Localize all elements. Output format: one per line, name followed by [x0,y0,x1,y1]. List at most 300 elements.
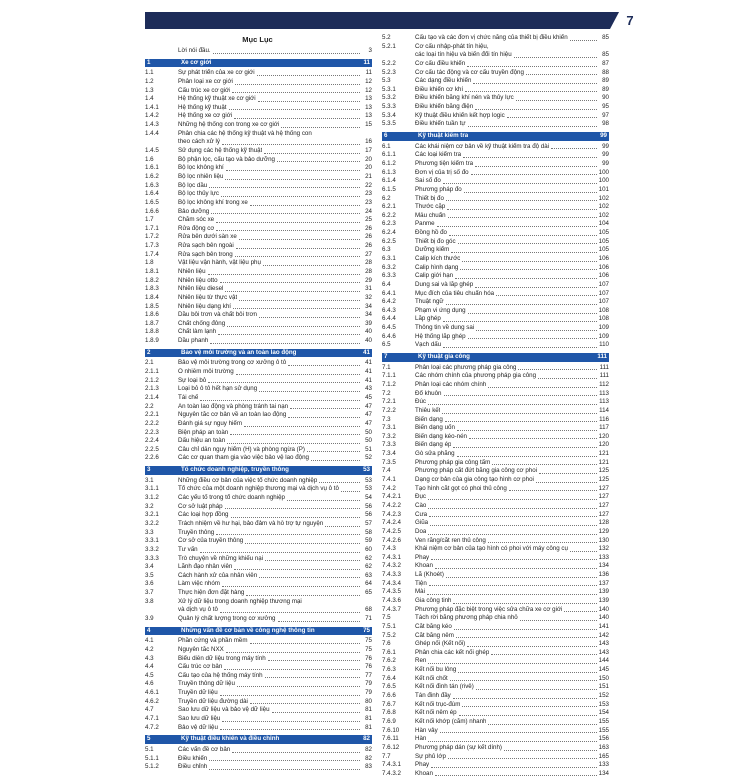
toc-entry [382,290,609,299]
toc-entry-title: Những vấn đề cơ bản về công nghệ thông tin [181,626,315,634]
toc-entry-page: 23 [365,190,372,198]
toc-entry [145,672,372,681]
toc-leader-dots [225,508,360,509]
toc-entry-number: 2.2.4 [145,437,159,445]
toc-leader-dots [226,170,360,171]
toc-entry-number: 7.6.11 [382,735,399,743]
toc-entry-number: 2.2.6 [145,454,159,462]
toc-entry-page: 11 [365,69,372,77]
toc-entry [145,403,372,412]
toc-entry-number: 7.4.2.6 [382,536,401,544]
toc-entry-title: Phân loại xe cơ giới [178,77,233,85]
toc-entry-page: 3 [368,46,372,54]
toc-entry [145,130,372,139]
toc-entry [382,112,609,121]
toc-entry-number: 1.8 [145,259,154,267]
toc-entry-title: Sai số đo [415,177,441,185]
toc-leader-dots [453,603,596,604]
toc-entry [382,657,609,666]
toc-entry-page: 145 [598,666,609,674]
toc-entry-number: 7.4.3.6 [382,596,401,604]
toc-entry [145,563,372,572]
toc-entry [382,485,609,494]
toc-entry-number: 2.1 [145,359,154,367]
toc-leader-dots [430,525,597,526]
toc-entry-page: 153 [598,700,609,708]
toc-entry-page: 100 [598,177,609,185]
toc-leader-dots [453,698,597,699]
toc-entry-page: 85 [602,51,609,59]
toc-entry-page: 75 [363,626,370,634]
toc-entry-number: 7.3.4 [382,450,396,458]
toc-entry-number: 2.1.4 [145,393,159,401]
toc-entry-number: 2.2.2 [145,419,159,427]
toc-entry-number: 1.4 [145,95,154,103]
toc-leader-dots [446,577,597,578]
toc-entry-title: các loại tín hiệu và biến đổi tín hiệu [415,51,512,59]
toc-entry-page: 20 [365,164,372,172]
toc-entry-title: Câu chỉ dẫn nguy hiểm (H) và phòng ngừa (P) [178,445,305,453]
toc-entry-number: 7.6 [382,640,391,648]
toc-entry [382,511,609,520]
toc-leader-dots [231,517,361,518]
toc-entry-title: Quản lý chất lượng trong cơ xưởng [178,614,276,622]
toc-entry-title: Sao lưu dữ liệu và bảo vệ dữ liệu [178,706,270,714]
toc-leader-dots [277,161,360,162]
toc-entry-title: Thiết bị đo [415,194,444,202]
toc-entry-number: 1.6.3 [145,181,159,189]
toc-entry-number: 1.7 [145,216,154,224]
toc-entry [145,477,372,486]
toc-entry [145,121,372,130]
toc-entry-title: Rửa động cơ [178,224,215,232]
toc-entry-page: 12 [365,77,372,85]
toc-entry-page: 120 [598,441,609,449]
toc-entry-page: 59 [365,537,372,545]
toc-entry [382,649,609,658]
toc-leader-dots [227,443,360,444]
toc-leader-dots [258,101,360,102]
toc-entry-page: 111 [597,353,607,361]
toc-entry-title: Dạng cơ bản của gia công tạo hình cơ phoi [415,476,534,484]
toc-entry-number: 4.7.1 [145,715,159,723]
toc-leader-dots [570,551,597,552]
toc-entry-title: Hệ thống kỹ thuật [178,103,227,111]
toc-entry-title: Truyền dữ liệu [178,689,218,697]
toc-entry-title: Truyền thông dữ liệu [178,680,235,688]
toc-entry-page: 150 [598,674,609,682]
toc-entry-title: Bộ lọc không khí trong xe [178,198,248,206]
toc-entry-title: Tổ chức của một doanh nghiệp thương mại và dịch vụ ô tô [178,485,339,493]
toc-entry [382,571,609,580]
toc-entry-number: 1.4.5 [145,147,159,155]
toc-entry-number: 3.8 [145,597,154,605]
toc-entry-number: 6.5 [382,341,391,349]
toc-entry [145,164,372,173]
toc-leader-dots [216,230,360,231]
toc-entry-page: 81 [365,715,372,723]
toc-entry-title: Hệ thống kỹ thuật xe cơ giới [178,95,256,103]
toc-leader-dots [476,689,597,690]
toc-entry-number: 6.4.1 [382,289,396,297]
toc-leader-dots [518,369,597,370]
toc-leader-dots [475,166,597,167]
toc-entry-page: 65 [365,589,372,597]
toc-entry-title: Bảo vệ môi trường và an toàn lao động [181,348,297,356]
toc-entry-page: 47 [365,402,372,410]
toc-entry-page: 41 [365,359,372,367]
toc-entry-page: 13 [365,103,372,111]
toc-entry-number: 6.1.2 [382,159,396,167]
toc-entry-page: 152 [598,692,609,700]
toc-entry-title: Các yếu tố trong tổ chức doanh nghiệp [178,494,285,502]
toc-leader-dots [456,637,597,638]
toc-entry-number: 7.6.4 [382,674,396,682]
toc-entry-title: Truyền thông [178,528,215,536]
toc-entry [382,580,609,589]
toc-entry-number: 3.5 [145,571,154,579]
toc-entry-number: 5.2 [382,33,391,41]
toc-entry-title: Phân chia các kết nối ghép [415,648,490,656]
toc-entry-title: Biến dạng [415,415,443,423]
toc-entry-title: Những điều cơ bản của việc tổ chức doanh nghiệp [178,476,318,484]
toc-entry [382,528,609,537]
toc-entry-number: 7.2.2 [382,406,396,414]
toc-entry-title: Phương pháp gia công tấm [415,458,491,466]
toc-entry-number: 6.4.2 [382,298,396,306]
toc-section-header [145,627,372,636]
toc-entry-number: 7.4.2.3 [382,510,401,518]
toc-leader-dots [221,196,360,197]
page-number: 7 [626,13,634,28]
toc-leader-dots [222,586,360,587]
toc-entry-number: 7.7 [382,752,391,760]
toc-entry-title: Rửa sạch bên ngoài [178,242,234,250]
toc-entry-title: Chất làm lạnh [178,328,217,336]
toc-entry-title: Hệ thống lắp ghép [415,332,466,340]
toc-entry [382,416,609,425]
toc-leader-dots [462,706,596,707]
toc-entry-page: 130 [598,536,609,544]
toc-entry-title: Cắt bằng nêm [415,631,454,639]
toc-leader-dots [278,621,360,622]
toc-leader-dots [287,500,360,501]
toc-entry-page: 154 [598,709,609,717]
toc-entry-number: 7.4.3.3 [382,571,401,579]
toc-entry-title: Kết nối khớp (cắm) nhanh [415,717,487,725]
toc-entry-page: 116 [599,415,609,423]
toc-entry-page: 64 [365,580,372,588]
toc-entry-title: Thước cặp [415,203,446,211]
toc-entry-number: 5.1.1 [145,754,159,762]
toc-leader-dots [222,721,360,722]
toc-entry [145,377,372,386]
toc-entry [382,316,609,325]
toc-entry-number: 7.4.3.7 [382,605,401,613]
toc-entry-number: 5.1 [145,745,154,753]
toc-entry-number: 7.4.3.4 [382,579,401,587]
toc-entry [145,715,372,724]
toc-entry-number: 7.4.3.1 [382,553,401,561]
toc-entry-number: 1.8.3 [145,285,159,293]
toc-entry [145,303,372,312]
toc-entry-page: 13 [365,95,372,103]
toc-leader-dots [468,338,597,339]
toc-entry-title: Thực hiện đơn đặt hàng [178,589,245,597]
toc-entry [382,43,609,52]
toc-entry-number: 4.2 [145,645,154,653]
toc-leader-dots [341,491,360,492]
toc-leader-dots [307,451,360,452]
toc-entry [145,555,372,564]
toc-leader-dots [225,179,360,180]
toc-entry-page: 128 [598,519,609,527]
toc-section-header [145,59,372,68]
toc-entry-number: 6.4.3 [382,306,396,314]
toc-leader-dots [440,732,597,733]
toc-entry-page: 156 [598,735,609,743]
toc-entry-number: 6.2.4 [382,229,396,237]
toc-leader-dots [210,343,360,344]
toc-entry [145,147,372,156]
toc-entry-title: Giũa [415,519,429,527]
toc-entry-page: 136 [598,571,609,579]
toc-leader-dots [564,611,596,612]
toc-entry-number: 1.6 [145,155,154,163]
toc-entry-number: 3.9 [145,614,154,622]
toc-entry [145,689,372,698]
toc-entry-title: Bảo vệ môi trường trong cơ xưởng ô tô [178,359,287,367]
toc-entry-number: 5.3.2 [382,94,396,102]
toc-entry [382,143,609,152]
toc-entry-page: 140 [598,614,609,622]
toc-entry-number: 7.2 [382,389,391,397]
toc-entry-page: 100 [598,168,609,176]
toc-entry-number: 3 [147,466,151,474]
toc-entry-page: 11 [363,58,370,66]
toc-entry-page: 133 [598,553,609,561]
toc-entry-number: 7.6.10 [382,726,400,734]
toc-entry-title: Thiêu kết [415,406,441,414]
toc-leader-dots [428,741,596,742]
toc-entry [382,264,609,273]
toc-entry-title: Sự phát triển của xe cơ giới [178,69,255,77]
toc-entry-title: Kết nối trục-đùm [415,700,461,708]
toc-entry-title: Dầu bôi trơn và chất bôi trơn [178,311,257,319]
toc-entry-number: 7.3.1 [382,424,396,432]
toc-entry-page: 151 [598,683,609,691]
toc-leader-dots [475,287,597,288]
toc-leader-dots [520,620,597,621]
toc-entry [145,494,372,503]
toc-entry-title: Dưỡng kiểm [415,246,450,254]
toc-entry-page: 81 [365,723,372,731]
toc-entry [145,112,372,121]
toc-entry-title: Thuật ngữ [415,298,444,306]
toc-leader-dots [239,239,360,240]
toc-entry [145,208,372,217]
toc-leader-dots [473,83,597,84]
toc-entry-title: Biểu diễn dữ liệu trong máy tính [178,654,266,662]
toc-entry-title: Calip kích thước [415,255,461,262]
toc-entry [382,186,609,195]
toc-entry-page: 50 [365,437,372,445]
toc-entry-title: Dấu hiệu an toàn [178,437,226,445]
toc-entry [382,753,609,762]
toc-entry-number: 3.2 [145,502,154,510]
toc-entry-page: 85 [602,33,609,41]
toc-entry-number: 1.8.8 [145,328,159,336]
toc-entry-number: 1.7.1 [145,224,159,232]
toc-entry-title: Nhiên liệu otto [178,276,218,284]
toc-entry-number: 5 [147,735,151,743]
toc-leader-dots [246,595,360,596]
toc-entry-page: 23 [365,198,372,206]
toc-entry-page: 144 [598,657,609,665]
toc-entry [382,588,609,597]
toc-leader-dots [222,144,360,145]
toc-entry-page: 106 [598,255,609,262]
toc-entry-title: Đúc [415,398,427,406]
toc-entry [145,394,372,403]
toc-entry-title: Điều khiển tuần tự [415,120,466,128]
toc-entry-title: Khái niệm cơ bản của tạo hình có phoi với máy công cụ [415,545,568,553]
toc-entry-number: 3.3 [145,528,154,536]
toc-leader-dots [491,654,596,655]
toc-entry [145,277,372,286]
toc-leader-dots [281,127,360,128]
toc-entry-number: 7.3.5 [382,458,396,466]
toc-entry-number: 2.2.5 [145,445,159,453]
toc-entry [145,446,372,455]
toc-entry-number: 1.1 [145,69,154,77]
toc-entry-title: Kết nối chốt [415,674,448,682]
toc-entry-page: 26 [365,224,372,232]
toc-entry-page: 110 [599,341,609,349]
toc-leader-dots [437,226,597,227]
toc-entry-page: 125 [598,467,609,475]
toc-entry-number: 4.6 [145,680,154,688]
toc-leader-dots [464,192,597,193]
toc-entry-page: 99 [602,142,609,150]
toc-leader-dots [226,652,360,653]
toc-leader-dots [259,317,360,318]
toc-entry-page: 34 [365,311,372,319]
toc-leader-dots [265,677,360,678]
toc-leader-dots [446,200,597,201]
toc-entry-number: 6.4.4 [382,315,396,323]
toc-entry [145,95,372,104]
toc-entry [145,182,372,191]
toc-entry-page: 95 [602,103,609,111]
toc-leader-dots [236,248,360,249]
toc-entry [382,307,609,316]
toc-entry-number: 7.5.1 [382,622,396,630]
toc-entry-title: Xử lý dữ liệu trong doanh nghiệp thương mại [178,597,302,605]
toc-entry-page: 53 [363,466,370,474]
toc-entry-page: 53 [365,476,372,484]
toc-entry-title: Nhiên liệu diesel [178,285,224,293]
toc-entry-page: 77 [365,671,372,679]
toc-entry-page: 34 [365,302,372,310]
toc-entry [145,190,372,199]
toc-entry [382,255,609,264]
toc-leader-dots [570,40,597,41]
toc-entry [382,701,609,710]
toc-entry-number: 4.7.2 [145,723,159,731]
toc-leader-dots [488,542,597,543]
toc-entry [382,51,609,60]
toc-entry-title: Các dạng điều khiển [415,77,472,85]
toc-entry-title: Calip giới hạn [415,272,454,280]
toc-entry-number: 5.1.2 [145,763,159,771]
toc-entry [382,614,609,623]
toc-entry-number: 6.3.2 [382,263,396,271]
toc-entry-page: 51 [365,445,372,453]
toc-leader-dots [220,729,360,730]
toc-entry-number: 7.3.3 [382,441,396,449]
toc-entry [382,640,609,649]
toc-entry [145,655,372,664]
toc-entry-number: 4.7 [145,706,154,714]
toc-leader-dots [265,560,360,561]
toc-leader-dots [428,534,596,535]
toc-entry-page: 71 [365,614,372,622]
toc-leader-dots [234,118,360,119]
toc-entry-page: 60 [365,545,372,553]
toc-entry-title: Bộ lọc nhiên liệu [178,172,224,180]
toc-entry [145,233,372,242]
toc-entry-title: Bộ lọc dầu [178,181,208,189]
toc-entry [382,381,609,390]
toc-entry-page: 22 [365,181,372,189]
toc-entry-page: 99 [600,132,607,140]
toc-leader-dots [445,421,597,422]
toc-leader-dots [288,417,360,418]
toc-entry-page: 105 [598,237,609,245]
toc-entry-title: Phương pháp cắt đứt bằng gia công cơ phoi [415,467,538,475]
toc-leader-dots [488,387,597,388]
toc-entry-number: 6.1 [382,142,391,150]
toc-leader-dots [467,66,597,67]
toc-entry-number: 7.3 [382,415,391,423]
toc-entry-number: 5.3 [382,77,391,85]
toc-leader-dots [290,408,360,409]
toc-entry-page: 76 [365,663,372,671]
toc-entry [382,177,609,186]
toc-leader-dots [458,672,596,673]
toc-entry-title: và dịch vụ ô tô [178,606,218,614]
toc-entry-title: Phay [415,761,430,769]
toc-leader-dots [239,300,360,301]
toc-entry-title: Calip hình dạng [415,263,459,271]
toc-entry-page: 83 [365,763,372,771]
toc-entry-title: Trách nhiệm về hư hại, bảo đảm và hỗ trợ tự nguyện [178,519,324,527]
toc-leader-dots [444,395,598,396]
toc-entry-title: Dung sai và lắp ghép [415,280,474,288]
toc-entry [382,120,609,129]
toc-leader-dots [208,382,360,383]
toc-entry-title: Phạm vi ứng dụng [415,306,466,314]
toc-entry-number: 1.8.6 [145,311,159,319]
toc-entry-number: 5.3.5 [382,120,396,128]
toc-entry [145,646,372,655]
toc-entry-page: 40 [365,337,372,345]
toc-entry-title: Rửa sạch bên trong [178,250,233,258]
toc-entry-page: 89 [602,85,609,93]
toc-leader-dots [448,758,597,759]
toc-leader-dots [233,308,360,309]
